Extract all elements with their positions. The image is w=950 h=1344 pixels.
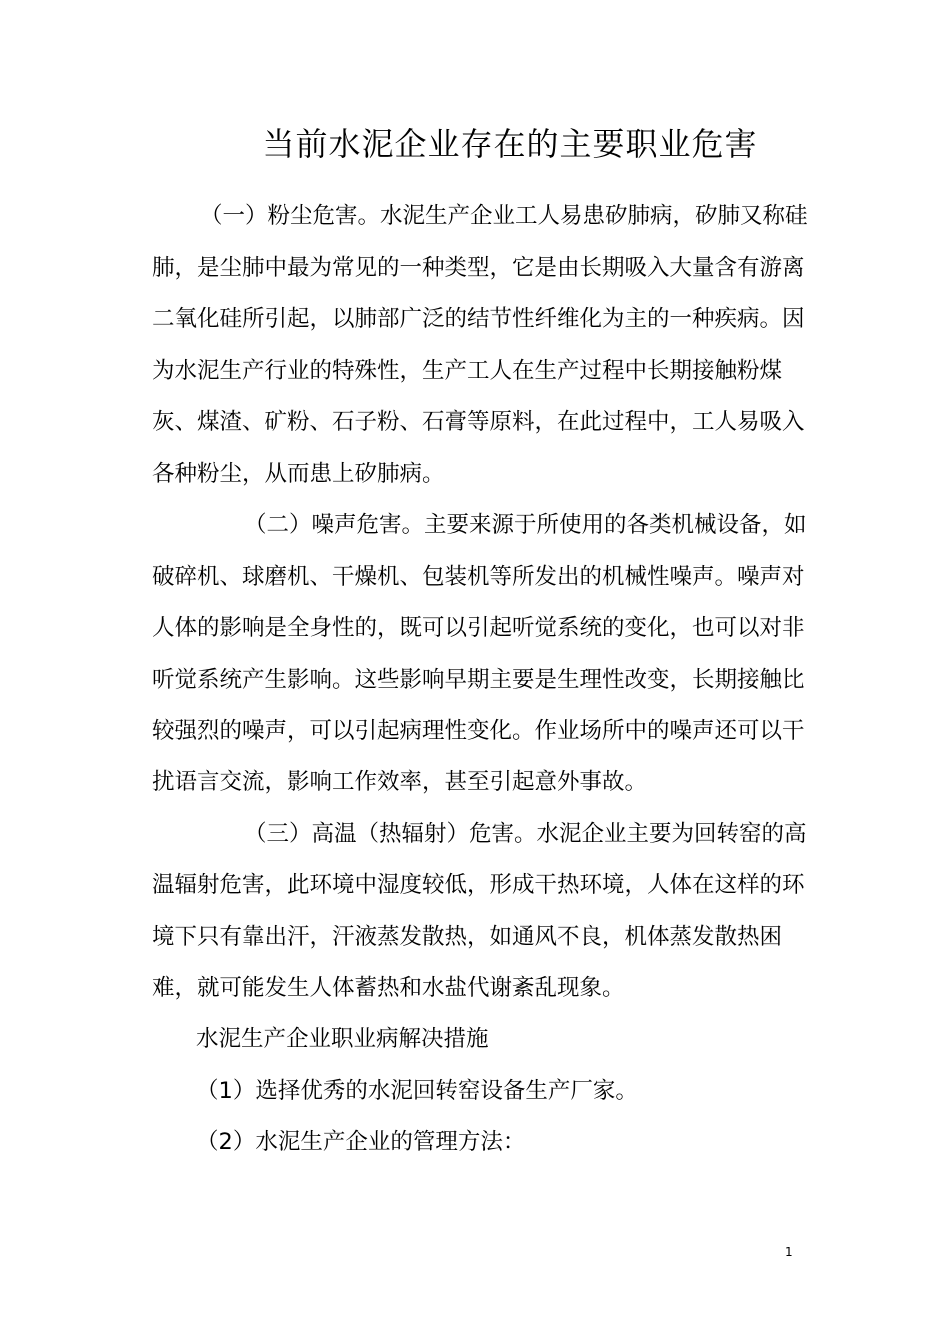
paragraph-line: （三）高温（热辐射）危害。水泥企业主要为回转窑的高 (244, 821, 807, 847)
paragraph-line: （一）粉尘危害。水泥生产企业工人易患矽肺病，矽肺又称硅 (200, 203, 808, 229)
page-number: 1 (785, 1245, 793, 1259)
paragraph-line: 肺，是尘肺中最为常见的一种类型，它是由长期吸入大量含有游离 (152, 255, 805, 281)
paragraph-line: 境下只有靠出汗，汗液蒸发散热，如通风不良，机体蒸发散热困 (152, 924, 783, 950)
paragraph-line: 破碎机、球磨机、干燥机、包装机等所发出的机械性噪声。噪声对 (152, 564, 805, 590)
paragraph-line: （二）噪声危害。主要来源于所使用的各类机械设备，如 (244, 512, 807, 538)
measure-item: （2）水泥生产企业的管理方法： (196, 1129, 526, 1155)
measures-heading: 水泥生产企业职业病解决措施 (196, 1026, 489, 1052)
paragraph-line: 扰语言交流，影响工作效率，甚至引起意外事故。 (152, 769, 648, 795)
paragraph-line: 为水泥生产行业的特殊性，生产工人在生产过程中长期接触粉煤 (152, 358, 783, 384)
paragraph-line: 灰、煤渣、矿粉、石子粉、石膏等原料，在此过程中，工人易吸入 (152, 409, 805, 435)
paragraph-line: 温辐射危害，此环境中湿度较低，形成干热环境，人体在这样的环 (152, 872, 805, 898)
paragraph-line: 较强烈的噪声，可以引起病理性变化。作业场所中的噪声还可以干 (152, 718, 805, 744)
paragraph-line: 二氧化硅所引起，以肺部广泛的结节性纤维化为主的一种疾病。因 (152, 306, 805, 332)
paragraph-line: 人体的影响是全身性的，既可以引起听觉系统的变化，也可以对非 (152, 615, 805, 641)
measure-item: （1）选择优秀的水泥回转窑设备生产厂家。 (196, 1078, 638, 1104)
document-title: 当前水泥企业存在的主要职业危害 (262, 125, 758, 163)
paragraph-line: 难，就可能发生人体蓄热和水盐代谢紊乱现象。 (152, 975, 625, 1001)
paragraph-line: 听觉系统产生影响。这些影响早期主要是生理性改变，长期接触比 (152, 667, 805, 693)
paragraph-line: 各种粉尘，从而患上矽肺病。 (152, 461, 445, 487)
